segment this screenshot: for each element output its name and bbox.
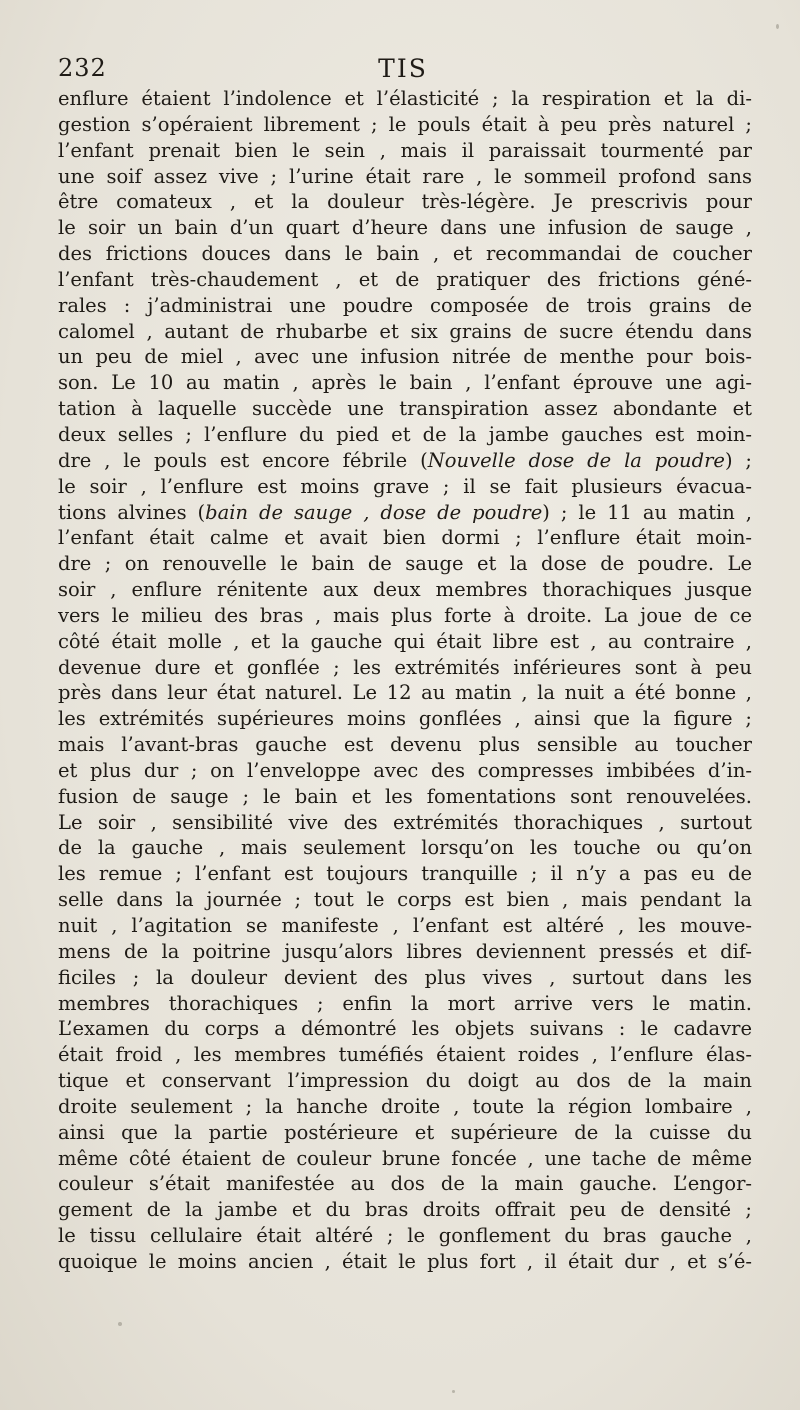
text-line bbox=[58, 913, 752, 939]
paper-speck bbox=[776, 24, 779, 29]
text-segment: deux selles ; l’enflure du pied et de la jambe gauches est moin- bbox=[58, 422, 752, 446]
text-segment: devenue dure et gonflée ; les extrémités inférieures sont à peu bbox=[58, 655, 752, 679]
text-line bbox=[58, 319, 752, 345]
running-head: TIS bbox=[378, 54, 428, 83]
text-segment: une soif assez vive ; l’urine était rare , le sommeil profond sans bbox=[58, 164, 752, 188]
text-line bbox=[58, 164, 752, 190]
text-segment: tation à laquelle succède une transpiration assez abondante et bbox=[58, 397, 752, 421]
text-line bbox=[58, 1120, 752, 1146]
page-header bbox=[58, 54, 748, 90]
text-segment: le soir un bain d’un quart d’heure dans une infusion de sauge , bbox=[58, 216, 752, 240]
text-segment: ficiles ; la douleur devient des plus vives , surtout dans les bbox=[58, 965, 752, 989]
text-segment: dre , le pouls est encore fébrile ( bbox=[58, 448, 428, 472]
text-line bbox=[58, 835, 752, 861]
text-segment: être comateux , et la douleur très-légère. Je prescrivis pour bbox=[58, 190, 752, 214]
text-line bbox=[58, 189, 752, 215]
text-line bbox=[58, 965, 752, 991]
text-segment: les remue ; l’enfant est toujours tranquille ; il n’y a pas eu de bbox=[58, 862, 752, 886]
text-segment: droite seulement ; la hanche droite , toute la région lombaire , bbox=[58, 1094, 752, 1118]
text-segment: ) ; bbox=[724, 448, 752, 472]
text-segment: gestion s’opéraient librement ; le pouls était à peu près naturel ; bbox=[58, 112, 752, 136]
text-line bbox=[58, 1042, 752, 1068]
text-line bbox=[58, 1068, 752, 1094]
text-line bbox=[58, 500, 752, 526]
text-segment: couleur s’était manifestée au dos de la main gauche. L’engor- bbox=[58, 1172, 752, 1196]
text-line bbox=[58, 396, 752, 422]
text-line bbox=[58, 344, 752, 370]
text-segment: nuit , l’agitation se manifeste , l’enfant est altéré , les mouve- bbox=[58, 914, 752, 937]
text-segment: ainsi que la partie postérieure et supérieure de la cuisse du bbox=[58, 1120, 752, 1144]
text-segment: fusion de sauge ; le bain et les fomentations sont renouvelées. bbox=[58, 784, 752, 808]
text-segment: même côté étaient de couleur brune foncée , une tache de même bbox=[58, 1146, 752, 1170]
text-segment: dre ; on renouvelle le bain de sauge et la dose de poudre. Le bbox=[58, 552, 752, 576]
text-segment: l’enfant prenait bien le sein , mais il paraissait tourmenté par bbox=[58, 138, 752, 162]
text-segment: le soir , l’enflure est moins grave ; il se fait plusieurs évacua- bbox=[58, 474, 752, 498]
text-segment: selle dans la journée ; tout le corps est bien , mais pendant la bbox=[58, 888, 752, 912]
text-segment: ) ; le 11 au matin , bbox=[542, 500, 752, 524]
text-segment: côté était molle , et la gauche qui était libre est , au contraire , bbox=[58, 629, 752, 653]
text-line bbox=[58, 887, 752, 913]
text-segment: les extrémités supérieures moins gonflées , ainsi que la figure ; bbox=[58, 707, 752, 731]
text-line bbox=[58, 629, 752, 655]
paper-speck bbox=[452, 1390, 455, 1393]
text-segment: le tissu cellulaire était altéré ; le gonflement du bras gauche , bbox=[58, 1224, 752, 1248]
text-segment: tique et conservant l’impression du doigt au dos de la main bbox=[58, 1069, 752, 1093]
text-line bbox=[58, 474, 752, 500]
text-line bbox=[58, 991, 752, 1017]
text-line bbox=[58, 215, 752, 241]
italic-segment: Nouvelle dose de la poudre bbox=[427, 448, 725, 472]
text-segment: un peu de miel , avec une infusion nitrée de menthe pour bois- bbox=[58, 345, 752, 369]
text-segment: et plus dur ; on l’enveloppe avec des compresses imbibées d’in- bbox=[58, 758, 752, 782]
text-line bbox=[58, 525, 752, 551]
text-segment: était froid , les membres tuméfiés étaient roides , l’enflure élas- bbox=[58, 1043, 752, 1067]
text-line bbox=[58, 784, 752, 810]
text-line bbox=[58, 1223, 752, 1249]
text-segment: enflure étaient l’indolence et l’élasticité ; la respiration et la di- bbox=[58, 87, 752, 110]
text-line bbox=[58, 370, 752, 396]
text-line bbox=[58, 267, 752, 293]
text-line bbox=[58, 1016, 752, 1042]
text-segment: vers le milieu des bras , mais plus forte à droite. La joue de ce bbox=[58, 603, 752, 627]
text-line bbox=[58, 112, 752, 138]
text-line bbox=[58, 655, 752, 681]
text-line bbox=[58, 422, 752, 448]
text-segment: quoique le moins ancien , était le plus fort , il était dur , et s’é- bbox=[58, 1249, 752, 1273]
text-line bbox=[58, 939, 752, 965]
text-line bbox=[58, 1094, 752, 1120]
page-number: 232 bbox=[58, 54, 107, 82]
text-line bbox=[58, 706, 752, 732]
italic-segment: bain de sauge , dose de poudre bbox=[205, 500, 543, 524]
paper-speck bbox=[118, 1322, 122, 1326]
text-line bbox=[58, 577, 752, 603]
body-text bbox=[58, 86, 752, 1275]
text-segment: de la gauche , mais seulement lorsqu’on les touche ou qu’on bbox=[58, 836, 752, 860]
text-segment: calomel , autant de rhubarbe et six grains de sucre étendu dans bbox=[58, 319, 752, 343]
text-line bbox=[58, 551, 752, 577]
text-line bbox=[58, 1197, 752, 1223]
text-line bbox=[58, 1146, 752, 1172]
text-segment: l’enfant était calme et avait bien dormi ; l’enflure était moin- bbox=[58, 526, 752, 550]
text-line bbox=[58, 448, 752, 474]
text-segment: son. Le 10 au matin , après le bain , l’enfant éprouve une agi- bbox=[58, 371, 752, 395]
text-line bbox=[58, 293, 752, 319]
text-line bbox=[58, 603, 752, 629]
text-segment: gement de la jambe et du bras droits offrait peu de densité ; bbox=[58, 1198, 752, 1222]
text-segment: l’enfant très-chaudement , et de pratiquer des frictions géné- bbox=[58, 267, 752, 291]
text-segment: tions alvines ( bbox=[58, 500, 206, 524]
text-segment: L’examen du corps a démontré les objets suivans : le cadavre bbox=[58, 1017, 752, 1041]
text-segment: rales : j’administrai une poudre composée de trois grains de bbox=[58, 293, 752, 317]
text-line bbox=[58, 810, 752, 836]
text-line bbox=[58, 1249, 752, 1275]
text-segment: soir , enflure rénitente aux deux membres thorachiques jusque bbox=[58, 578, 752, 602]
text-line bbox=[58, 1171, 752, 1197]
text-line bbox=[58, 241, 752, 267]
text-line bbox=[58, 861, 752, 887]
text-line bbox=[58, 138, 752, 164]
text-line bbox=[58, 680, 752, 706]
text-segment: des frictions douces dans le bain , et recommandai de coucher bbox=[58, 242, 752, 266]
text-line bbox=[58, 758, 752, 784]
text-segment: près dans leur état naturel. Le 12 au matin , la nuit a été bonne , bbox=[58, 681, 752, 705]
text-segment: membres thorachiques ; enfin la mort arrive vers le matin. bbox=[58, 991, 752, 1015]
text-segment: Le soir , sensibilité vive des extrémités thorachiques , surtout bbox=[58, 810, 752, 834]
text-line bbox=[58, 86, 752, 112]
text-segment: mens de la poitrine jusqu’alors libres deviennent pressés et dif- bbox=[58, 939, 752, 963]
text-line bbox=[58, 732, 752, 758]
text-segment: mais l’avant-bras gauche est devenu plus sensible au toucher bbox=[58, 733, 752, 757]
